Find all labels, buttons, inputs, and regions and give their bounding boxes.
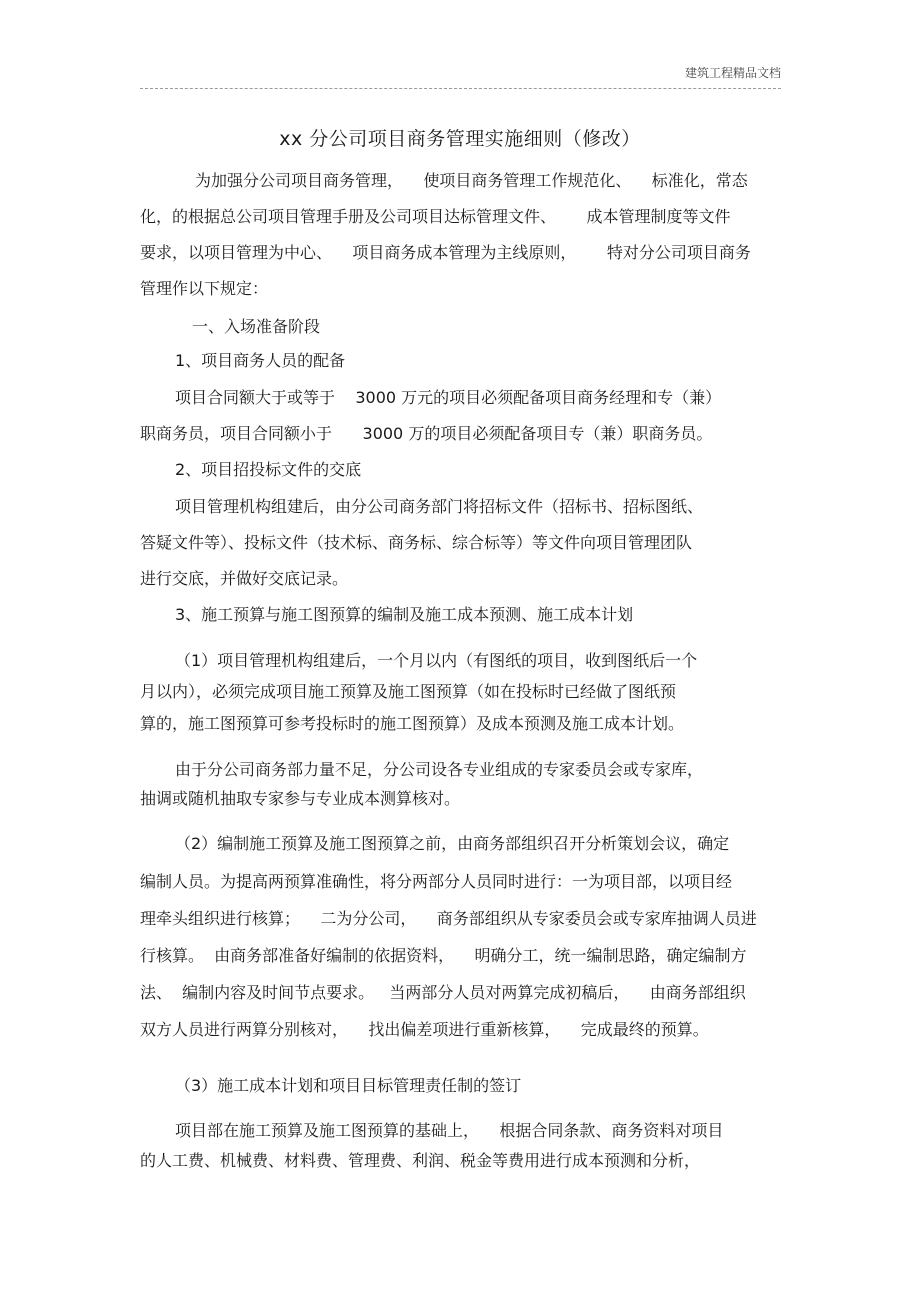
paragraph-line: 要求，以项目管理为中心、 项目商务成本管理为主线原则， 特对分公司项目商务 — [140, 243, 751, 262]
paragraph-line: 法、 编制内容及时间节点要求。 当两部分人员对两算完成初稿后， 由商务部组织 — [140, 983, 746, 1002]
paragraph-line: 项目合同额大于或等于 3000 万元的项目必须配备项目商务经理和专（兼） — [175, 388, 722, 407]
paragraph-line: 职商务员，项目合同额小于 3000 万的项目必须配备项目专（兼）职商务员。 — [140, 424, 713, 443]
paragraph-line: 化，的根据总公司项目管理手册及公司项目达标管理文件、 成本管理制度等文件 — [140, 207, 731, 226]
paragraph-line: 双方人员进行两算分别核对， 找出偏差项进行重新核算， 完成最终的预算。 — [140, 1020, 709, 1039]
paragraph-line: 项目部在施工预算及施工图预算的基础上， 根据合同条款、商务资料对项目 — [175, 1121, 724, 1140]
paragraph-line: 算的，施工图预算可参考投标时的施工图预算）及成本预测及施工成本计划。 — [140, 714, 685, 733]
paragraph-line: 为加强分公司项目商务管理， 使项目商务管理工作规范化、 标准化，常态 — [195, 171, 748, 190]
header-divider — [140, 88, 781, 89]
paragraph-line: 管理作以下规定： — [140, 279, 269, 298]
paragraph-line: 答疑文件等）、投标文件（技术标、商务标、综合标等）等文件向项目管理团队 — [140, 533, 693, 552]
paragraph-line: 行核算。 由商务部准备好编制的依据资料， 明确分工，统一编制思路，确定编制方 — [140, 946, 747, 965]
subsection-heading: 3、施工预算与施工图预算的编制及施工成本预测、施工成本计划 — [175, 605, 634, 624]
subsection-heading: 1、项目商务人员的配备 — [175, 351, 346, 370]
paragraph-line: 理牵头组织进行核算； 二为分公司， 商务部组织从专家委员会或专家库抽调人员进 — [140, 909, 757, 928]
paragraph-line: 进行交底，并做好交底记录。 — [140, 569, 349, 588]
paragraph-line: 月以内），必须完成项目施工预算及施工图预算（如在投标时已经做了图纸预 — [140, 682, 677, 701]
paragraph-line: 编制人员。为提高两预算准确性，将分两部分人员同时进行：一为项目部，以项目经 — [140, 872, 733, 891]
paragraph-line: （1）项目管理机构组建后，一个月以内（有图纸的项目，收到图纸后一个 — [175, 651, 698, 670]
header-text: 建筑工程精品文档 — [684, 66, 781, 80]
document-title: xx 分公司项目商务管理实施细则（修改） — [279, 128, 641, 150]
subsection-heading: 2、项目招投标文件的交底 — [175, 460, 362, 479]
section-heading: 一、入场准备阶段 — [192, 317, 321, 336]
paragraph-line: 的人工费、机械费、材料费、管理费、利润、税金等费用进行成本预测和分析， — [140, 1151, 701, 1170]
paragraph-line: 由于分公司商务部力量不足，分公司设各专业组成的专家委员会或专家库， — [175, 760, 704, 779]
paragraph-line: （2）编制施工预算及施工图预算之前，由商务部组织召开分析策划会议，确定 — [175, 834, 730, 853]
paragraph-line: 项目管理机构组建后，由分公司商务部门将招标文件（招标书、招标图纸、 — [175, 497, 704, 516]
subsection-heading: （3）施工成本计划和项目目标管理责任制的签订 — [175, 1076, 522, 1095]
paragraph-line: 抽调或随机抽取专家参与专业成本测算核对。 — [140, 789, 461, 808]
